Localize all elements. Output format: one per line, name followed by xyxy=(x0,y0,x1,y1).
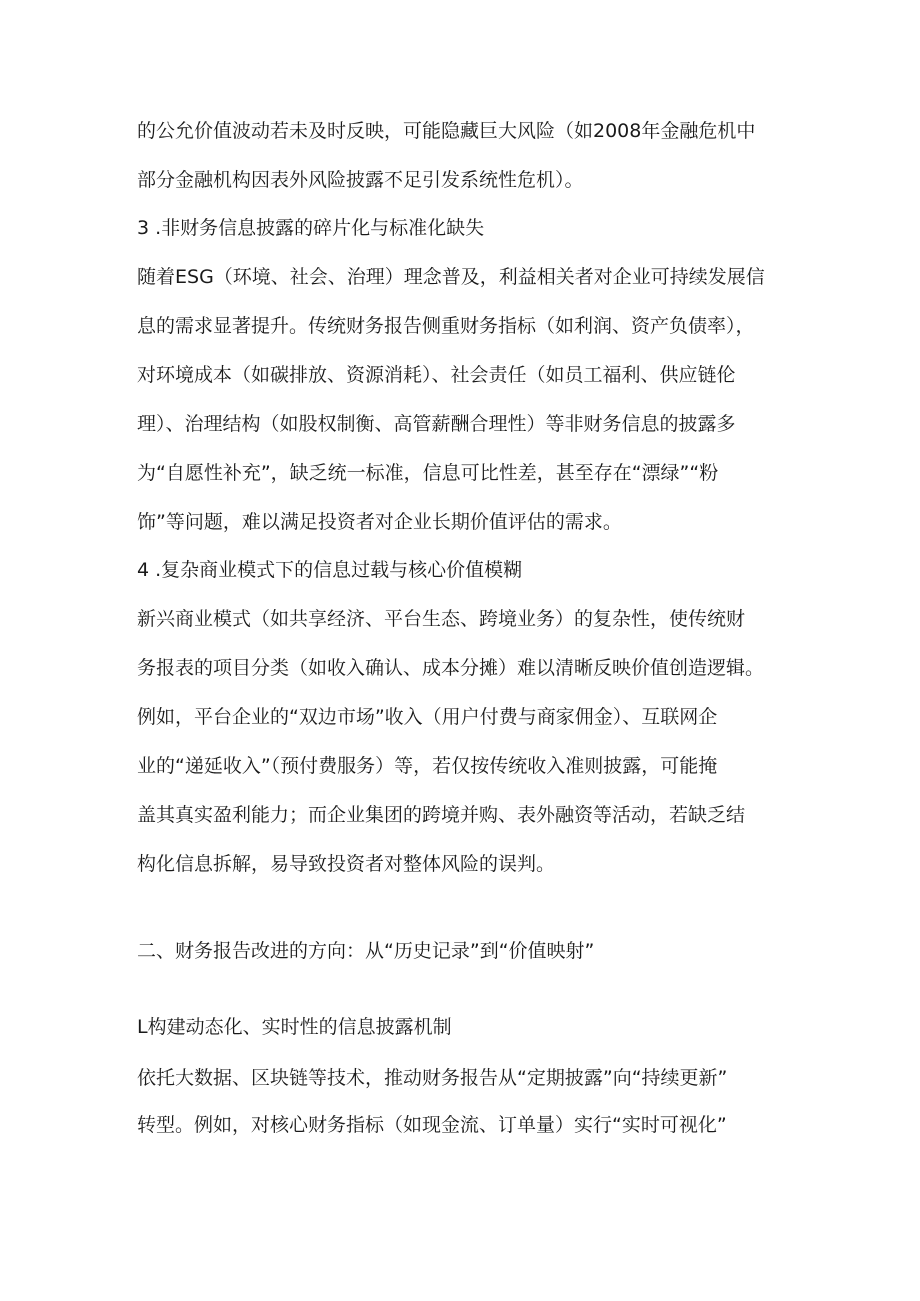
body-text-line: 的公允价值波动若未及时反映，可能隐藏巨大风险（如2008年金融危机中 xyxy=(137,120,756,142)
section-heading-3: 3 .非财务信息披露的碎片化与标准化缺失 xyxy=(137,217,485,239)
chapter-heading: 二、财务报告改进的方向：从“历史记录”到“价值映射” xyxy=(137,940,595,962)
body-text-line: 新兴商业模式（如共享经济、平台生态、跨境业务）的复杂性，使传统财 xyxy=(137,608,746,630)
body-text-line: 部分金融机构因表外风险披露不足引发系统性危机）。 xyxy=(137,169,584,191)
body-text-line: 例如，平台企业的“双边市场”收入（用户付费与商家佣金）、互联网企 xyxy=(137,706,718,728)
body-text-line: 依托大数据、区块链等技术，推动财务报告从“定期披露”向“持续更新” xyxy=(137,1067,728,1089)
section-heading-4: 4 .复杂商业模式下的信息过载与核心价值模糊 xyxy=(137,559,523,581)
body-text-line: 随着ESG（环境、社会、治理）理念普及，利益相关者对企业可持续发展信 xyxy=(137,266,765,288)
body-text-line: 息的需求显著提升。传统财务报告侧重财务指标（如利润、资产负债率）， xyxy=(137,315,755,337)
body-text-line: 盖其真实盈利能力；而企业集团的跨境并购、表外融资等活动，若缺乏结 xyxy=(137,804,746,826)
body-text-line: 转型。例如，对核心财务指标（如现金流、订单量）实行“实时可视化” xyxy=(137,1114,727,1136)
body-text-line: 对环境成本（如碳排放、资源消耗）、社会责任（如员工福利、供应链伦 xyxy=(137,364,736,386)
body-text-line: 为“自愿性补充”，缺乏统一标准，信息可比性差，甚至存在“漂绿”“粉 xyxy=(137,462,719,484)
body-text-line: 构化信息拆解，易导致投资者对整体风险的误判。 xyxy=(137,853,556,875)
body-text-line: 饰”等问题，难以满足投资者对企业长期价值评估的需求。 xyxy=(137,511,622,533)
subsection-heading: L构建动态化、实时性的信息披露机制 xyxy=(137,1016,452,1038)
body-text-line: 务报表的项目分类（如收入确认、成本分摊）难以清晰反映价值创造逻辑。 xyxy=(137,657,765,679)
body-text-line: 理）、治理结构（如股权制衡、高管薪酬合理性）等非财务信息的披露多 xyxy=(137,413,736,435)
body-text-line: 业的“递延收入”（预付费服务）等，若仅按传统收入准则披露，可能掩 xyxy=(137,755,718,777)
